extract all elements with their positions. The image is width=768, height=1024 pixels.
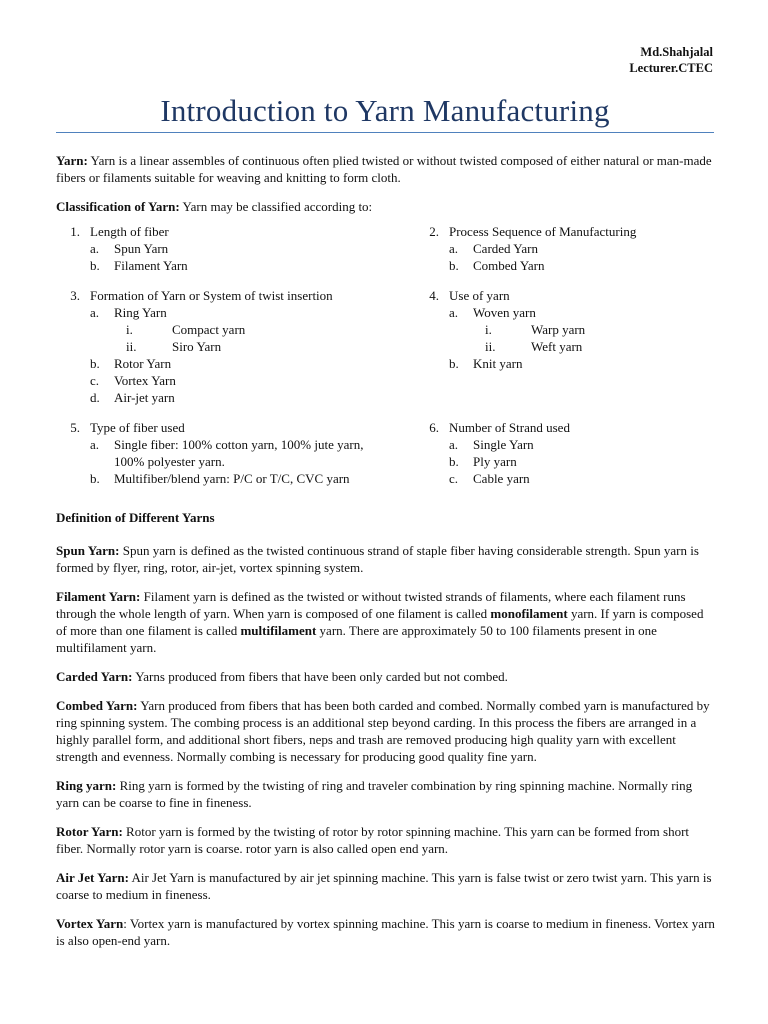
def-text: yarn. There are approximately 50 to 100 filaments present in one multifilament yarn. (56, 623, 657, 655)
page-title: Introduction to Yarn Manufacturing (160, 93, 610, 128)
classification-label: Classification of Yarn: (56, 199, 180, 214)
group-number: 5. (70, 420, 80, 435)
group-title: Length of fiber (90, 224, 169, 239)
list-item: Combed Yarn (473, 258, 545, 273)
item-marker: b. (90, 471, 100, 486)
classification-intro (56, 198, 716, 215)
item-marker: b. (449, 258, 459, 273)
def-ring-yarn (56, 777, 716, 811)
class-group-5 (56, 419, 415, 487)
item-marker: a. (449, 305, 459, 320)
def-label: Filament Yarn: (56, 589, 141, 604)
def-label: Air Jet Yarn: (56, 870, 129, 885)
list-subitem: Warp yarn (531, 322, 586, 337)
yarn-definition (56, 152, 716, 186)
list-item: Cable yarn (473, 471, 530, 486)
group-title: Use of yarn (449, 288, 510, 303)
def-label: Combed Yarn: (56, 698, 138, 713)
item-marker: b. (90, 258, 100, 273)
group-number: 3. (70, 288, 80, 303)
group-number: 6. (429, 420, 439, 435)
list-item: Single Yarn (473, 437, 534, 452)
yarn-definition-text: Yarn is a linear assembles of continuous often plied twisted or without twisted composed of either natural or man-made fibers or filaments suitable for weaving and knitting to form cloth. (56, 153, 712, 185)
classification-list (56, 223, 716, 487)
def-vortex-yarn (56, 915, 716, 949)
group-number: 4. (429, 288, 439, 303)
def-label: Spun Yarn: (56, 543, 120, 558)
list-item: Air-jet yarn (114, 390, 175, 405)
def-label: Rotor Yarn: (56, 824, 123, 839)
list-item: Filament Yarn (114, 258, 188, 273)
class-group-6 (415, 419, 716, 487)
item-marker: a. (90, 241, 100, 256)
author-name: Md.Shahjalal (640, 45, 713, 59)
subitem-marker: ii. (485, 339, 496, 354)
list-item: Ring Yarn (114, 305, 167, 320)
yarn-definition-label: Yarn: (56, 153, 88, 168)
def-text: Yarn produced from fibers that has been both carded and combed. Normally combed yarn is manufactured by ring spinning system. The combing process is an additional step beyond carding. In this process the fibers are arranged in a highly parallel form, and additional short fibers, neps and trash are removed producing high quality yarn with excellent strength and evenness. Normally combing is necessary for producing good quality fine yarn. (56, 698, 710, 764)
group-number: 2. (429, 224, 439, 239)
list-item: Multifiber/blend yarn: P/C or T/C, CVC yarn (114, 471, 350, 486)
item-marker: b. (449, 454, 459, 469)
def-text: Spun yarn is defined as the twisted continuous strand of staple fiber having considerable strength. Spun yarn is formed by flyer, ring, rotor, air-jet, vortex spinning system. (56, 543, 699, 575)
item-marker: c. (90, 373, 100, 388)
list-item: Single fiber: 100% cotton yarn, 100% jute yarn, 100% polyester yarn. (114, 437, 364, 469)
list-item: Ply yarn (473, 454, 517, 469)
class-group-3 (56, 287, 415, 406)
def-label: Vortex Yarn (56, 916, 124, 931)
def-text: Ring yarn is formed by the twisting of ring and traveler combination by ring spinning machine. Normally ring yarn can be coarse to fine in fineness. (56, 778, 693, 810)
def-text: yarn. If yarn is composed of more than one filament is called (56, 606, 704, 638)
def-filament-yarn (56, 588, 716, 656)
item-marker: a. (90, 305, 100, 320)
class-group-2 (415, 223, 716, 274)
def-text: Rotor yarn is formed by the twisting of rotor by rotor spinning machine. This yarn can be formed from short fiber. Normally rotor yarn is coarse. rotor yarn is also called open end yarn. (56, 824, 690, 856)
author-block (629, 44, 713, 76)
document-body (56, 152, 716, 961)
def-carded-yarn (56, 668, 716, 685)
item-marker: d. (90, 390, 100, 405)
group-title: Number of Strand used (449, 420, 570, 435)
author-role: Lecturer.CTEC (629, 61, 713, 75)
item-marker: a. (90, 437, 100, 452)
class-group-4 (415, 287, 716, 406)
list-item: Vortex Yarn (114, 373, 176, 388)
subitem-marker: i. (485, 322, 492, 337)
item-marker: b. (449, 356, 459, 371)
class-group-1 (56, 223, 415, 274)
item-marker: b. (90, 356, 100, 371)
item-marker: a. (449, 241, 459, 256)
list-subitem: Siro Yarn (172, 339, 222, 354)
list-subitem: Compact yarn (172, 322, 246, 337)
def-bold-term: monofilament (490, 606, 568, 621)
group-number: 1. (70, 224, 80, 239)
def-text: : Vortex yarn is manufactured by vortex spinning machine. This yarn is coarse to medium in fineness. Vortex yarn is also open-end yarn. (56, 916, 715, 948)
subitem-marker: ii. (126, 339, 137, 354)
list-item: Woven yarn (473, 305, 536, 320)
def-rotor-yarn (56, 823, 716, 857)
list-item: Knit yarn (473, 356, 523, 371)
group-title: Formation of Yarn or System of twist insertion (90, 288, 333, 303)
list-item: Carded Yarn (473, 241, 538, 256)
group-title: Process Sequence of Manufacturing (449, 224, 637, 239)
def-text: Filament yarn is defined as the twisted or without twisted strands of filaments, where each filament runs through the whole length of yarn. When yarn is composed of one filament is called (56, 589, 686, 621)
def-bold-term: multifilament (240, 623, 317, 638)
definitions-heading: Definition of Different Yarns (56, 510, 215, 525)
def-air-jet-yarn (56, 869, 716, 903)
group-title: Type of fiber used (90, 420, 185, 435)
title-underline (56, 132, 714, 133)
list-subitem: Weft yarn (531, 339, 583, 354)
def-combed-yarn (56, 697, 716, 765)
item-marker: a. (449, 437, 459, 452)
def-label: Carded Yarn: (56, 669, 133, 684)
subitem-marker: i. (126, 322, 133, 337)
classification-text: Yarn may be classified according to: (179, 199, 373, 214)
def-text: Air Jet Yarn is manufactured by air jet spinning machine. This yarn is false twist or zero twist yarn. This yarn is coarse to medium in fineness. (56, 870, 712, 902)
item-marker: c. (449, 471, 459, 486)
list-item: Rotor Yarn (114, 356, 172, 371)
def-label: Ring yarn: (56, 778, 117, 793)
def-spun-yarn (56, 542, 716, 576)
list-item: Spun Yarn (114, 241, 169, 256)
def-text: Yarns produced from fibers that have been only carded but not combed. (132, 669, 508, 684)
